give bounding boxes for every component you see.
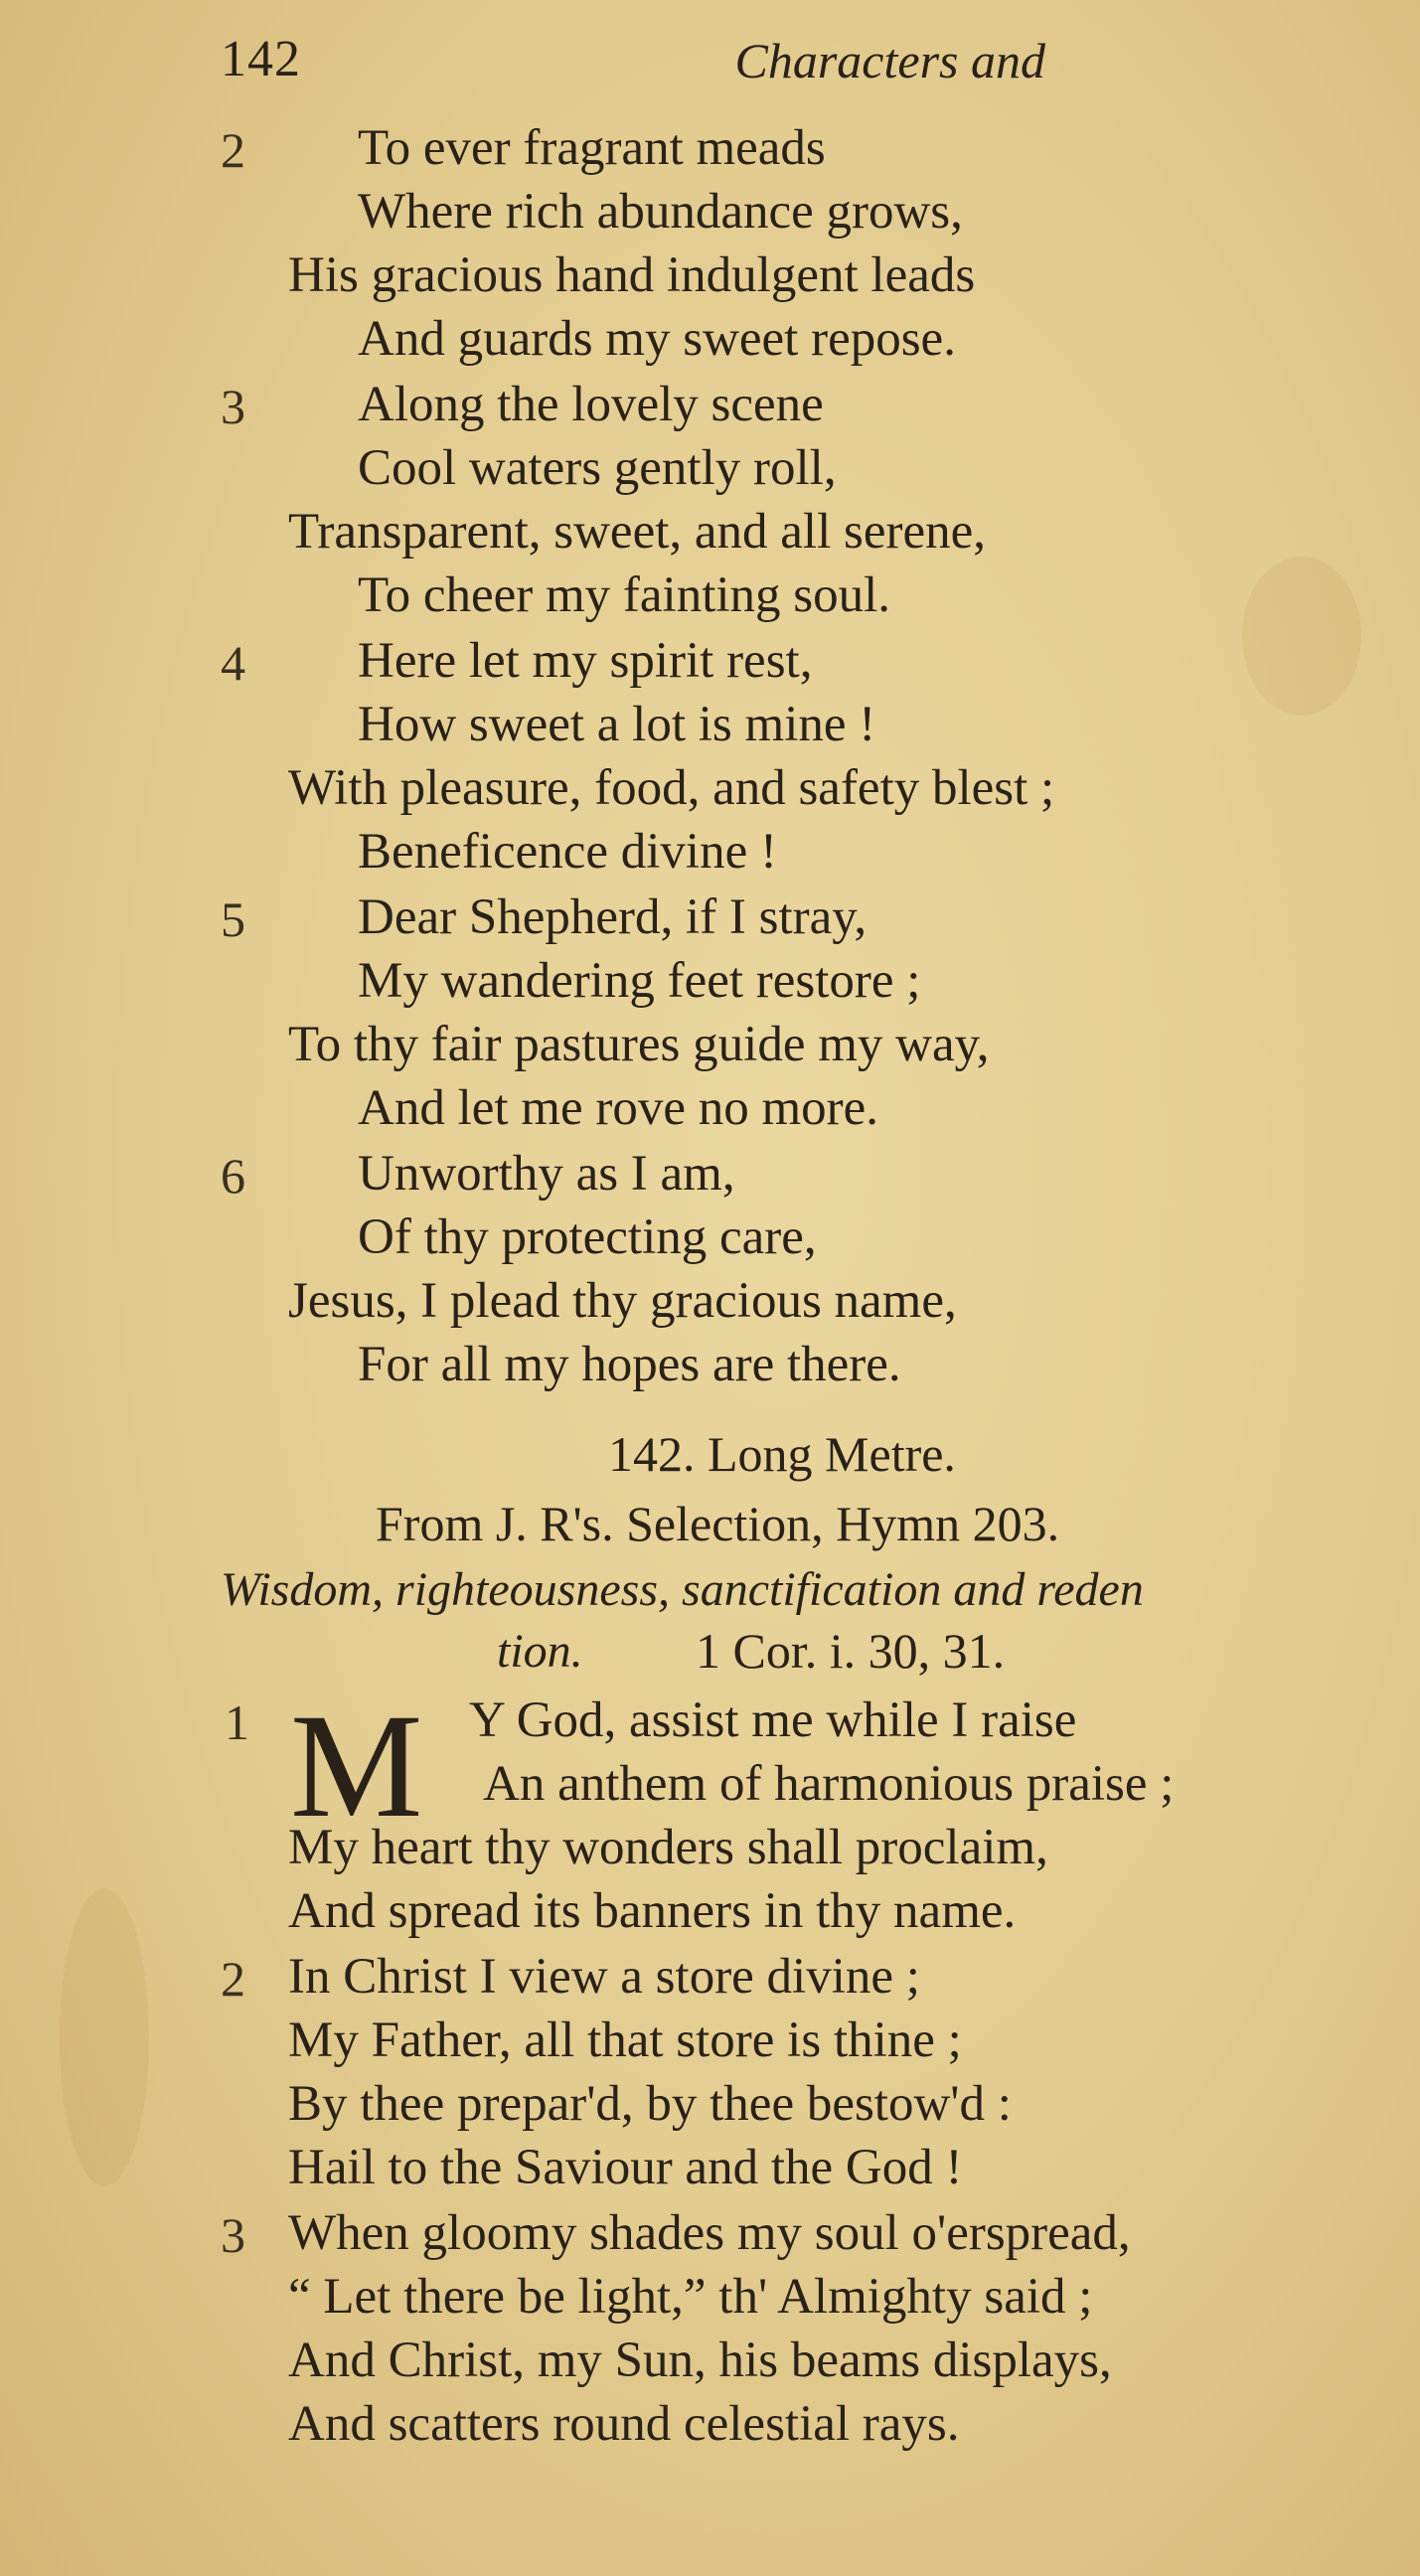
drop-cap: M bbox=[290, 1684, 423, 1849]
stanza-number: 5 bbox=[221, 891, 245, 947]
stanza-number: 3 bbox=[221, 2207, 245, 2263]
stanza-number: 2 bbox=[221, 1951, 245, 2007]
verse-line: And Christ, my Sun, his beams displays, bbox=[288, 2333, 1112, 2388]
hymn-title: 142. Long Metre. bbox=[608, 1426, 956, 1482]
verse-line: For all my hopes are there. bbox=[358, 1337, 901, 1392]
verse-line: Unworthy as I am, bbox=[358, 1146, 735, 1202]
verse-line: To cheer my fainting soul. bbox=[358, 567, 891, 623]
hymn-source: From J. R's. Selection, Hymn 203. bbox=[376, 1496, 1060, 1551]
verse-line: Y God, assist me while I raise bbox=[469, 1692, 1077, 1748]
verse-line: Cool waters gently roll, bbox=[358, 440, 837, 496]
verse-line: Jesus, I plead thy gracious name, bbox=[288, 1273, 957, 1329]
stanza-number: 6 bbox=[221, 1148, 245, 1204]
stanza-number: 2 bbox=[221, 122, 245, 178]
verse-line: My heart thy wonders shall proclaim, bbox=[288, 1820, 1048, 1875]
stanza-number: 4 bbox=[221, 635, 245, 691]
verse-line: Beneficence divine ! bbox=[358, 824, 777, 880]
stanza-number: 1 bbox=[225, 1694, 249, 1750]
verse-line: To thy fair pastures guide my way, bbox=[288, 1017, 990, 1072]
page-number: 142 bbox=[221, 31, 301, 87]
paper-stain bbox=[60, 1888, 149, 2186]
verse-line: My Father, all that store is thine ; bbox=[288, 2012, 962, 2068]
verse-line: Of thy protecting care, bbox=[358, 1209, 817, 1265]
verse-line: And let me rove no more. bbox=[358, 1080, 879, 1136]
scripture-reference: 1 Cor. i. 30, 31. bbox=[696, 1623, 1006, 1679]
verse-line: Along the lovely scene bbox=[358, 377, 824, 432]
hymn-subject: Wisdom, righteousness, sanctification and reden bbox=[221, 1563, 1144, 1616]
verse-line: How sweet a lot is mine ! bbox=[358, 697, 876, 752]
stanza-number: 3 bbox=[221, 379, 245, 434]
verse-line: And spread its banners in thy name. bbox=[288, 1883, 1017, 1939]
verse-line: And scatters round celestial rays. bbox=[288, 2396, 960, 2452]
verse-line: Transparent, sweet, and all serene, bbox=[288, 504, 986, 560]
verse-line: Dear Shepherd, if I stray, bbox=[358, 889, 868, 945]
verse-line: To ever fragrant meads bbox=[358, 120, 826, 176]
hymn-subject-end: tion. bbox=[497, 1625, 583, 1678]
verse-line: Here let my spirit rest, bbox=[358, 633, 813, 689]
verse-line: When gloomy shades my soul o'erspread, bbox=[288, 2205, 1131, 2261]
verse-line: “ Let there be light,” th' Almighty said ; bbox=[288, 2269, 1093, 2325]
verse-line: Where rich abundance grows, bbox=[358, 184, 963, 240]
verse-line: His gracious hand indulgent leads bbox=[288, 247, 976, 303]
verse-line: With pleasure, food, and safety blest ; bbox=[288, 760, 1055, 816]
verse-line: Hail to the Saviour and the God ! bbox=[288, 2140, 963, 2195]
verse-line: My wandering feet restore ; bbox=[358, 953, 921, 1009]
verse-line: And guards my sweet repose. bbox=[358, 311, 956, 367]
verse-line: An anthem of harmonious praise ; bbox=[483, 1756, 1175, 1812]
running-title: Characters and bbox=[734, 33, 1045, 88]
running-head bbox=[221, 30, 1045, 99]
paper-stain bbox=[1242, 557, 1361, 716]
verse-line: By thee prepar'd, by thee bestow'd : bbox=[288, 2076, 1012, 2132]
verse-line: In Christ I view a store divine ; bbox=[288, 1949, 920, 2005]
